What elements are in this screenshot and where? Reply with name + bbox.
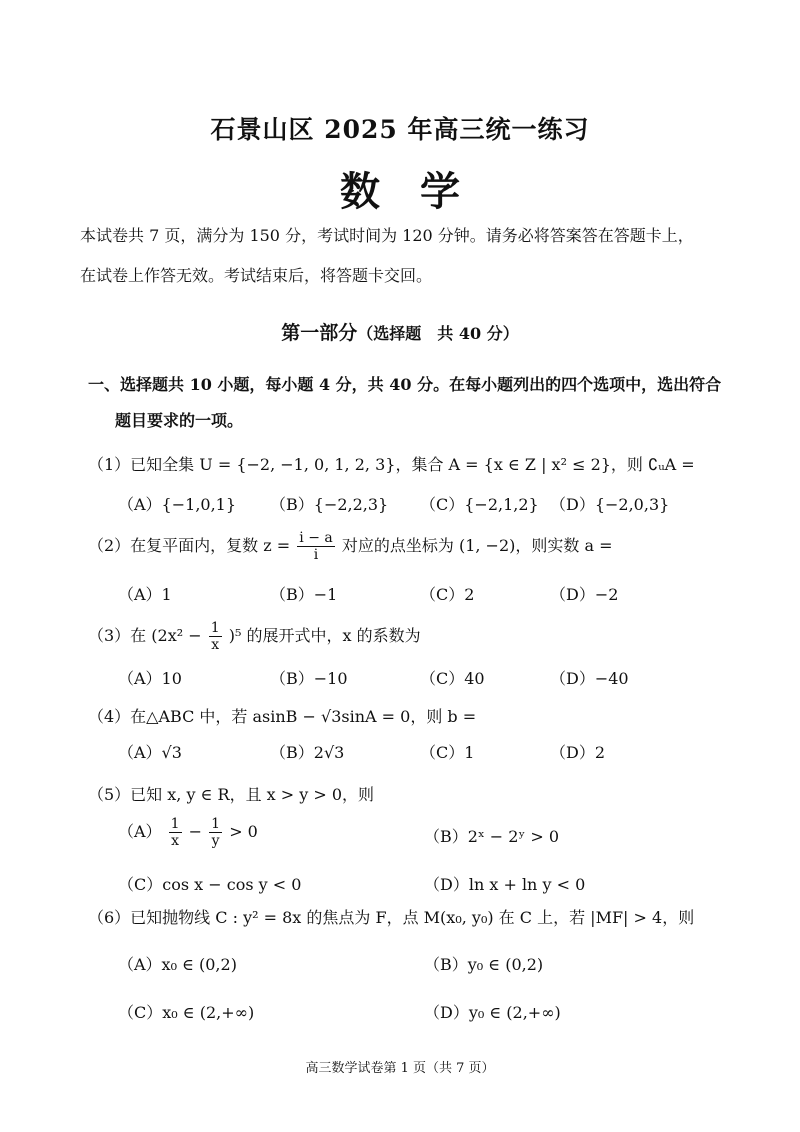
- question-2-fraction-den: i: [313, 547, 319, 563]
- part-title: 第一部分: [281, 322, 358, 344]
- question-6-option-b: （B）y₀ ∈ (0,2): [424, 955, 544, 974]
- question-3-option-d: （D）−40: [550, 669, 629, 688]
- question-4-option-d: （D）2: [550, 743, 606, 762]
- question-5-option-b: （B）2ˣ − 2ʸ > 0: [424, 827, 560, 846]
- question-3-stem: [88, 620, 421, 653]
- question-2-stem: [88, 530, 613, 563]
- page-footer: 高三数学试卷第 1 页（共 7 页）: [305, 1061, 495, 1076]
- question-3-fraction-num: 1: [210, 620, 220, 636]
- question-4-option-c: （C）1: [420, 743, 475, 762]
- question-5-option-d: （D）ln x + ln y < 0: [424, 875, 586, 894]
- question-4-option-a: （A）√3: [118, 743, 182, 762]
- question-3-fraction: [209, 620, 222, 653]
- question-3-option-a: （A）10: [118, 669, 182, 688]
- question-5-fraction-2-num: 1: [211, 816, 221, 832]
- question-2-option-a: （A）1: [118, 585, 172, 604]
- question-1-option-b: （B）{−2,2,3}: [270, 495, 389, 514]
- question-5-option-a-tail: > 0: [229, 822, 258, 841]
- question-5-fraction-2-den: y: [211, 833, 220, 849]
- exam-title: 石景山区 2025 年高三统一练习: [210, 115, 590, 144]
- question-6-option-d: （D）y₀ ∈ (2,+∞): [424, 1003, 561, 1022]
- intro-line-2: 在试卷上作答无效。考试结束后，将答题卡交回。: [80, 266, 433, 285]
- question-5-option-a-label: （A）: [118, 822, 162, 841]
- question-2-option-b: （B）−1: [270, 585, 338, 604]
- section-instruction-1: 一、选择题共 10 小题，每小题 4 分，共 40 分。在每小题列出的四个选项中，选出符合: [88, 375, 722, 394]
- question-3-option-c: （C）40: [420, 669, 485, 688]
- question-5-fraction-2: [209, 816, 222, 849]
- question-5-fraction-1: [169, 816, 182, 849]
- question-1-option-a: （A）{−1,0,1}: [118, 495, 237, 514]
- question-1-option-d: （D）{−2,0,3}: [550, 495, 670, 514]
- question-5-fraction-1-num: 1: [170, 816, 180, 832]
- question-5-option-c: （C）cos x − cos y < 0: [118, 875, 302, 894]
- question-5-option-a: [118, 816, 258, 849]
- question-1-stem: （1）已知全集 U = {−2, −1, 0, 1, 2, 3}，集合 A = {x ∈ Z | x² ≤ 2}，则 ∁ᵤA =: [88, 455, 695, 474]
- question-5-option-a-minus: −: [188, 822, 203, 841]
- part-heading: [0, 318, 800, 345]
- question-2-stem-post: 对应的点坐标为 (1, −2)，则实数 a =: [341, 536, 613, 555]
- question-2-option-d: （D）−2: [550, 585, 619, 604]
- question-2-fraction-num: i − a: [299, 530, 333, 546]
- question-4-stem: （4）在△ABC 中，若 asinB − √3sinA = 0，则 b =: [88, 707, 477, 726]
- section-instruction-2: 题目要求的一项。: [115, 411, 244, 430]
- question-2-fraction: [297, 530, 334, 563]
- question-3-option-b: （B）−10: [270, 669, 348, 688]
- intro-line-1: 本试卷共 7 页，满分为 150 分，考试时间为 120 分钟。请务必将答案答在答题卡上，: [80, 226, 694, 245]
- question-6-stem: （6）已知抛物线 C : y² = 8x 的焦点为 F，点 M(x₀, y₀) 在 C 上，若 |MF| > 4，则: [88, 908, 695, 927]
- question-6-option-a: （A）x₀ ∈ (0,2): [118, 955, 237, 974]
- question-3-stem-pre: （3）在 (2x² −: [88, 626, 202, 645]
- question-4-option-b: （B）2√3: [270, 743, 345, 762]
- question-1-option-c: （C）{−2,1,2}: [420, 495, 539, 514]
- question-3-stem-post: )⁵ 的展开式中，x 的系数为: [228, 626, 421, 645]
- question-3-fraction-den: x: [211, 637, 220, 653]
- subject-title: 数学: [340, 168, 500, 215]
- question-2-stem-pre: （2）在复平面内，复数 z =: [88, 536, 291, 555]
- question-5-stem: （5）已知 x, y ∈ R，且 x > y > 0，则: [88, 785, 375, 804]
- question-6-option-c: （C）x₀ ∈ (2,+∞): [118, 1003, 255, 1022]
- part-note: （选择题 共 40 分）: [357, 324, 519, 343]
- question-2-option-c: （C）2: [420, 585, 475, 604]
- question-5-fraction-1-den: x: [171, 833, 180, 849]
